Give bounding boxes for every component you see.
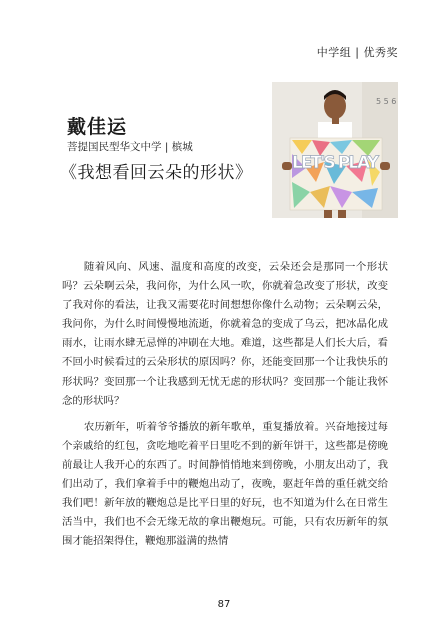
wall-number: 5 5 6: [376, 97, 397, 106]
article-title: 《我想看回云朵的形状》: [60, 163, 253, 183]
sign-text: LET'S PLAY: [292, 153, 380, 173]
article-body: [62, 258, 388, 558]
paragraph: 随着风向、风速、温度和高度的改变，云朵还会是那同一个形状吗？云朵啊云朵，我问你，为什么风一吹，你就着急改变了形状，改变了我对你的看法，让我又需要花时间想想你像什么动物；云朵啊云朵，我问你，为什么时间慢慢地流逝，你就着急的变成了乌云，把冰晶化成雨水，让雨水肆无忌惮的冲刷在大地。难道，这些都是人们长大后，看不回小时候看过的云朵形状的原因吗？你，还能变回那一个让我快乐的形状吗？变回那一个让我感到无忧无虑的形状吗？变回那一个能让我怀念的形状吗？: [62, 261, 388, 407]
author-photo-illustration: [272, 82, 398, 218]
page-number: 87: [217, 599, 231, 610]
author-school: 菩提国民型华文中学 | 槟城: [67, 141, 193, 153]
author-photo: [272, 82, 398, 218]
paragraph: 农历新年，听着爷爷播放的新年歌单，重复播放着。兴奋地接过每个亲戚给的红包，贪吃地吃着平日里吃不到的新年饼干，这些都是傍晚前最让人我开心的东西了。时间静悄悄地来到傍晚，小朋友出动了，我们出动了，我们拿着手中的鞭炮出动了，夜晚，驱赶年兽的重任就交给我们吧！新年放的鞭炮总是比平日里的好玩，也不知道为什么在日常生活当中，我们也不会无缘无故的拿出鞭炮玩。可能，只有农历新年的氛围才能招架得住，鞭炮那溢满的热情: [62, 420, 388, 548]
category-label: 中学组 | 优秀奖: [316, 46, 398, 59]
author-name: 戴佳运: [67, 116, 128, 138]
